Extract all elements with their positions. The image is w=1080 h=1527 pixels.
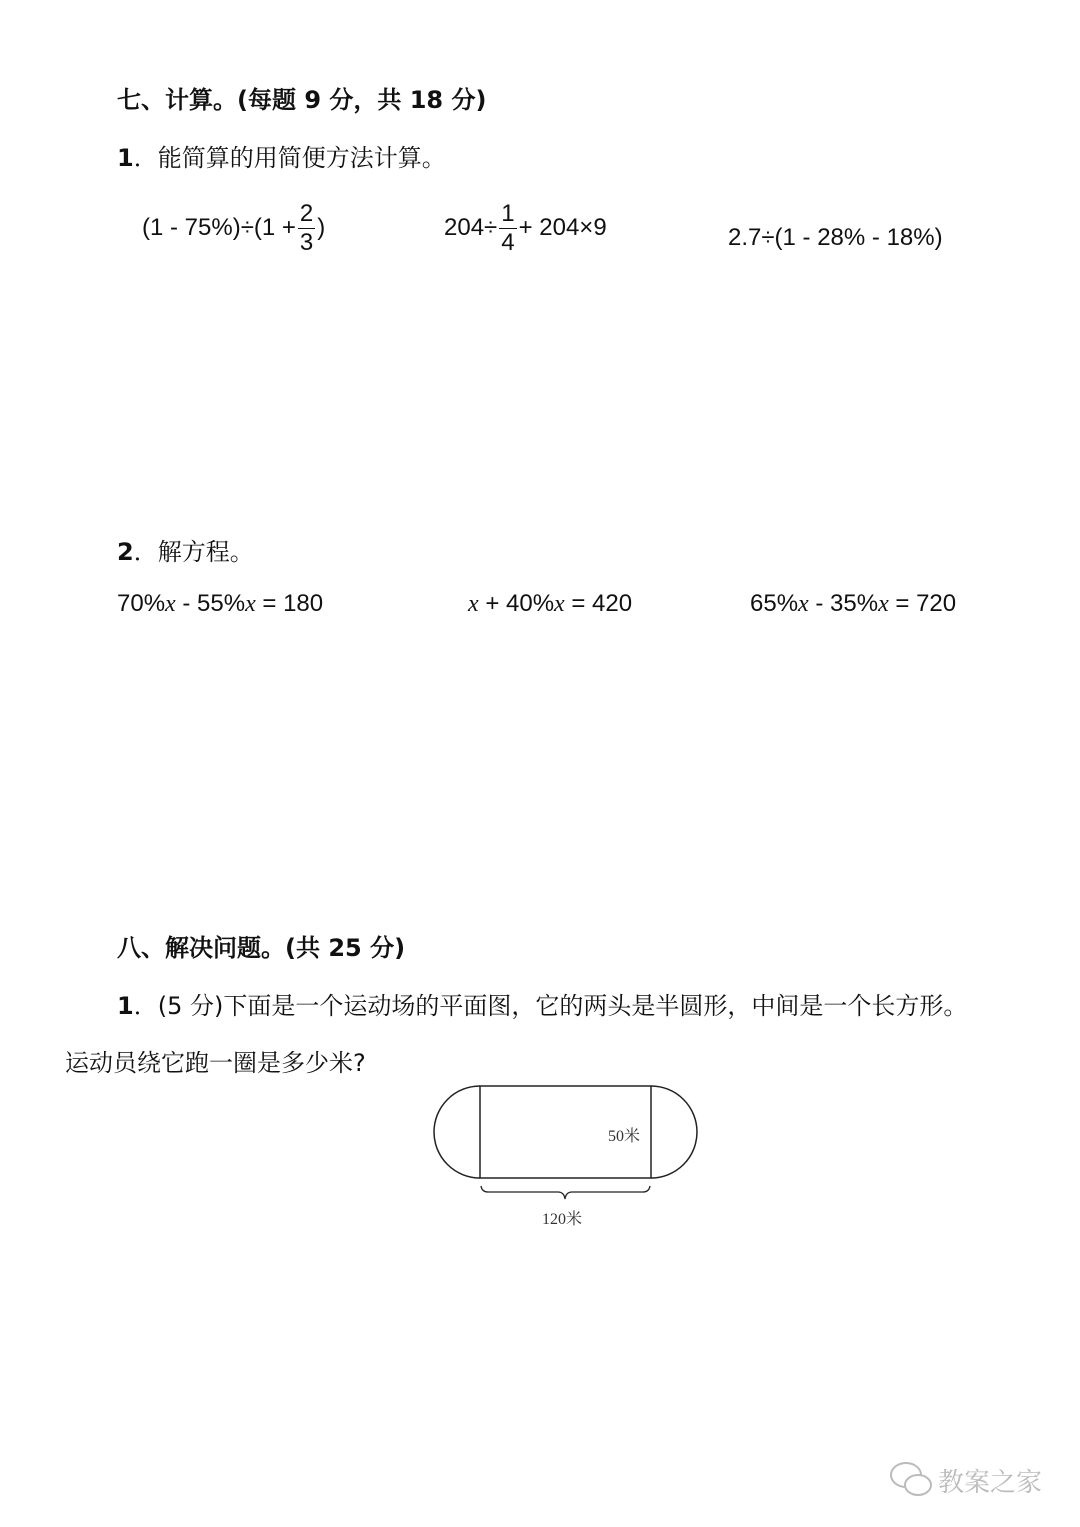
section-8-title: 八、解决问题。(共 25 分) (117, 934, 406, 962)
expression-2: 204÷ $\frac{1}{4}$ + 204×9 (444, 200, 607, 256)
equation-3: 65%x - 35%x = 720 (750, 590, 957, 617)
problem-1-line-1: 1．(5 分)下面是一个运动场的平面图，它的两头是半圆形，中间是一个长方形。 (117, 992, 968, 1020)
wechat-icon (888, 1460, 934, 1504)
left-semicircle (434, 1086, 480, 1178)
expression-1: (1 - 75%)÷(1 + $\frac{2}{3}$ ) (142, 200, 326, 256)
width-label: 50米 (608, 1128, 641, 1145)
length-brace (481, 1186, 650, 1199)
problem-1-line-2: 运动员绕它跑一圈是多少米? (65, 1049, 366, 1077)
section-7-title: 七、计算。(每题 9 分，共 18 分) (117, 86, 487, 114)
watermark-text: 教案之家 (938, 1468, 1043, 1498)
length-label: 120米 (542, 1211, 583, 1228)
question-1-prompt: 1．能简算的用简便方法计算。 (117, 144, 446, 172)
equation-2: x + 40%x = 420 (468, 590, 633, 617)
equation-1: 70%x - 55%x = 180 (117, 590, 324, 617)
question-2-prompt: 2．解方程。 (117, 538, 254, 566)
right-semicircle (651, 1086, 697, 1178)
expression-3: 2.7÷(1 - 28% - 18%) (728, 224, 943, 251)
